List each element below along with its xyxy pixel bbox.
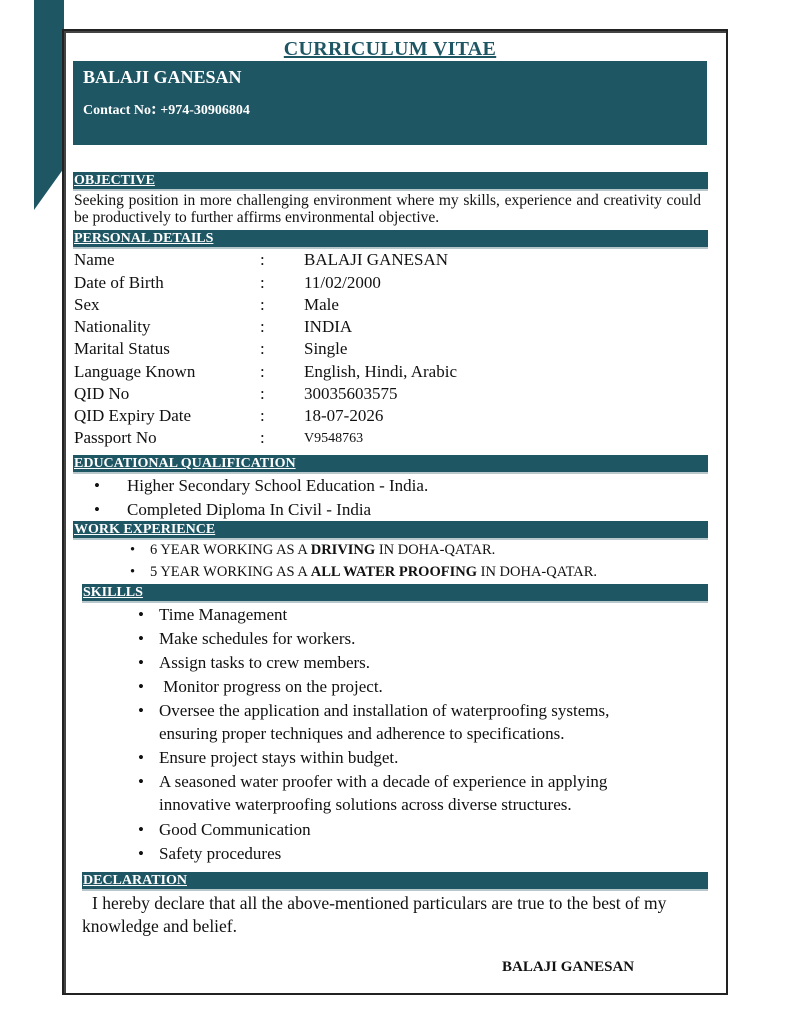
signature-name: BALAJI GANESAN <box>502 959 635 975</box>
work-text-post: IN DOHA-QATAR. <box>476 564 598 580</box>
header-name: BALAJI GANESAN <box>83 67 242 87</box>
skill-text: Time Management <box>159 605 288 624</box>
bullet-icon: • <box>138 677 144 696</box>
skill-item-continued <box>138 795 698 817</box>
work-text-bold: ALL WATER PROOFING <box>310 564 477 580</box>
bullet-icon: • <box>138 820 144 839</box>
skill-item <box>138 772 698 794</box>
declaration-text: I hereby declare that all the above-mentioned particulars are true to the best of my knowledge and belief. <box>82 893 667 936</box>
detail-row <box>74 406 694 428</box>
detail-row <box>74 339 694 361</box>
skill-text: Safety procedures <box>159 844 282 863</box>
work-item <box>130 542 710 562</box>
detail-label: Nationality <box>74 317 151 336</box>
education-item <box>94 500 694 522</box>
bullet-icon: • <box>138 653 144 672</box>
detail-row <box>74 384 694 406</box>
education-text: Higher Secondary School Education - India. <box>127 476 429 495</box>
detail-value: Single <box>304 339 348 358</box>
work-text-bold: DRIVING <box>310 542 376 558</box>
section-personal-details: PERSONAL DETAILS <box>73 230 708 249</box>
detail-separator: : <box>260 384 265 403</box>
corner-decoration <box>34 0 64 210</box>
skill-item <box>138 820 698 842</box>
detail-separator: : <box>260 317 265 336</box>
section-skills: SKILLLS <box>82 584 708 603</box>
bullet-icon: • <box>94 500 100 519</box>
detail-value: 30035603575 <box>304 384 398 403</box>
detail-label: Name <box>74 250 115 269</box>
detail-label: Date of Birth <box>74 273 164 292</box>
detail-row <box>74 428 694 450</box>
detail-label: Marital Status <box>74 339 170 358</box>
work-text-post: IN DOHA-QATAR. <box>375 542 496 558</box>
bullet-icon: • <box>130 564 136 580</box>
skill-item <box>138 629 698 651</box>
section-work-experience: WORK EXPERIENCE <box>73 521 708 540</box>
bullet-icon: • <box>138 701 144 720</box>
detail-separator: : <box>260 339 265 358</box>
contact-label: Contact No <box>83 103 152 118</box>
detail-value: BALAJI GANESAN <box>304 250 449 269</box>
bullet-icon: • <box>138 629 144 648</box>
skill-text: Make schedules for workers. <box>159 629 356 648</box>
skill-item-continued <box>138 724 698 746</box>
detail-separator: : <box>260 273 265 292</box>
education-text: Completed Diploma In Civil - India <box>127 500 372 519</box>
header-banner <box>73 61 707 145</box>
skill-text: A seasoned water proofer with a decade of experience in applying <box>159 772 608 791</box>
header-contact <box>83 99 250 119</box>
bullet-icon: • <box>130 542 136 558</box>
skill-text: Monitor progress on the project. <box>159 677 383 696</box>
skill-item <box>138 653 698 675</box>
detail-separator: : <box>260 250 265 269</box>
bullet-icon: • <box>138 844 144 863</box>
skill-text: Assign tasks to crew members. <box>159 653 371 672</box>
skill-text: Ensure project stays within budget. <box>159 748 399 767</box>
detail-separator: : <box>260 406 265 425</box>
page-title: CURRICULUM VITAE <box>283 38 497 60</box>
section-objective: OBJECTIVE <box>73 172 708 191</box>
detail-row <box>74 273 694 295</box>
skill-item <box>138 677 698 699</box>
section-declaration: DECLARATION <box>82 872 708 891</box>
detail-value: 18-07-2026 <box>304 406 384 425</box>
detail-label: QID No <box>74 384 130 403</box>
detail-separator: : <box>260 362 265 381</box>
bullet-icon: • <box>138 748 144 767</box>
detail-value: INDIA <box>304 317 353 336</box>
detail-value: V9548763 <box>304 431 364 446</box>
detail-label: QID Expiry Date <box>74 406 192 425</box>
detail-label: Passport No <box>74 428 157 447</box>
detail-value: English, Hindi, Arabic <box>304 362 457 381</box>
work-text-pre: 6 YEAR WORKING AS A <box>150 542 311 558</box>
contact-value: +974-30906804 <box>160 103 250 118</box>
skill-item <box>138 605 698 627</box>
bullet-icon: • <box>138 605 144 624</box>
detail-row <box>74 295 694 317</box>
skill-item <box>138 748 698 770</box>
detail-row <box>74 317 694 339</box>
detail-separator: : <box>260 295 265 314</box>
skill-item <box>138 844 698 866</box>
detail-label: Sex <box>74 295 100 314</box>
detail-row <box>74 250 694 272</box>
objective-text: Seeking position in more challenging environment where my skills, experience and creativity could be productively to further affirms environmental objective. <box>74 192 701 226</box>
detail-value: Male <box>304 295 339 314</box>
work-item <box>130 564 710 584</box>
detail-label: Language Known <box>74 362 196 381</box>
bullet-icon: • <box>138 772 144 791</box>
contact-separator: : <box>151 99 157 118</box>
detail-separator: : <box>260 428 265 447</box>
skill-text: innovative waterproofing solutions across diverse structures. <box>159 795 572 814</box>
skill-text: Good Communication <box>159 820 311 839</box>
section-education: EDUCATIONAL QUALIFICATION <box>73 455 708 474</box>
bullet-icon: • <box>94 476 100 495</box>
education-item <box>94 476 694 498</box>
detail-row <box>74 362 694 384</box>
skill-text: ensuring proper techniques and adherence to specifications. <box>159 724 565 743</box>
work-text-pre: 5 YEAR WORKING AS A <box>150 564 311 580</box>
skill-item <box>138 701 698 723</box>
detail-value: 11/02/2000 <box>304 273 381 292</box>
skill-text: Oversee the application and installation of waterproofing systems, <box>159 701 610 720</box>
